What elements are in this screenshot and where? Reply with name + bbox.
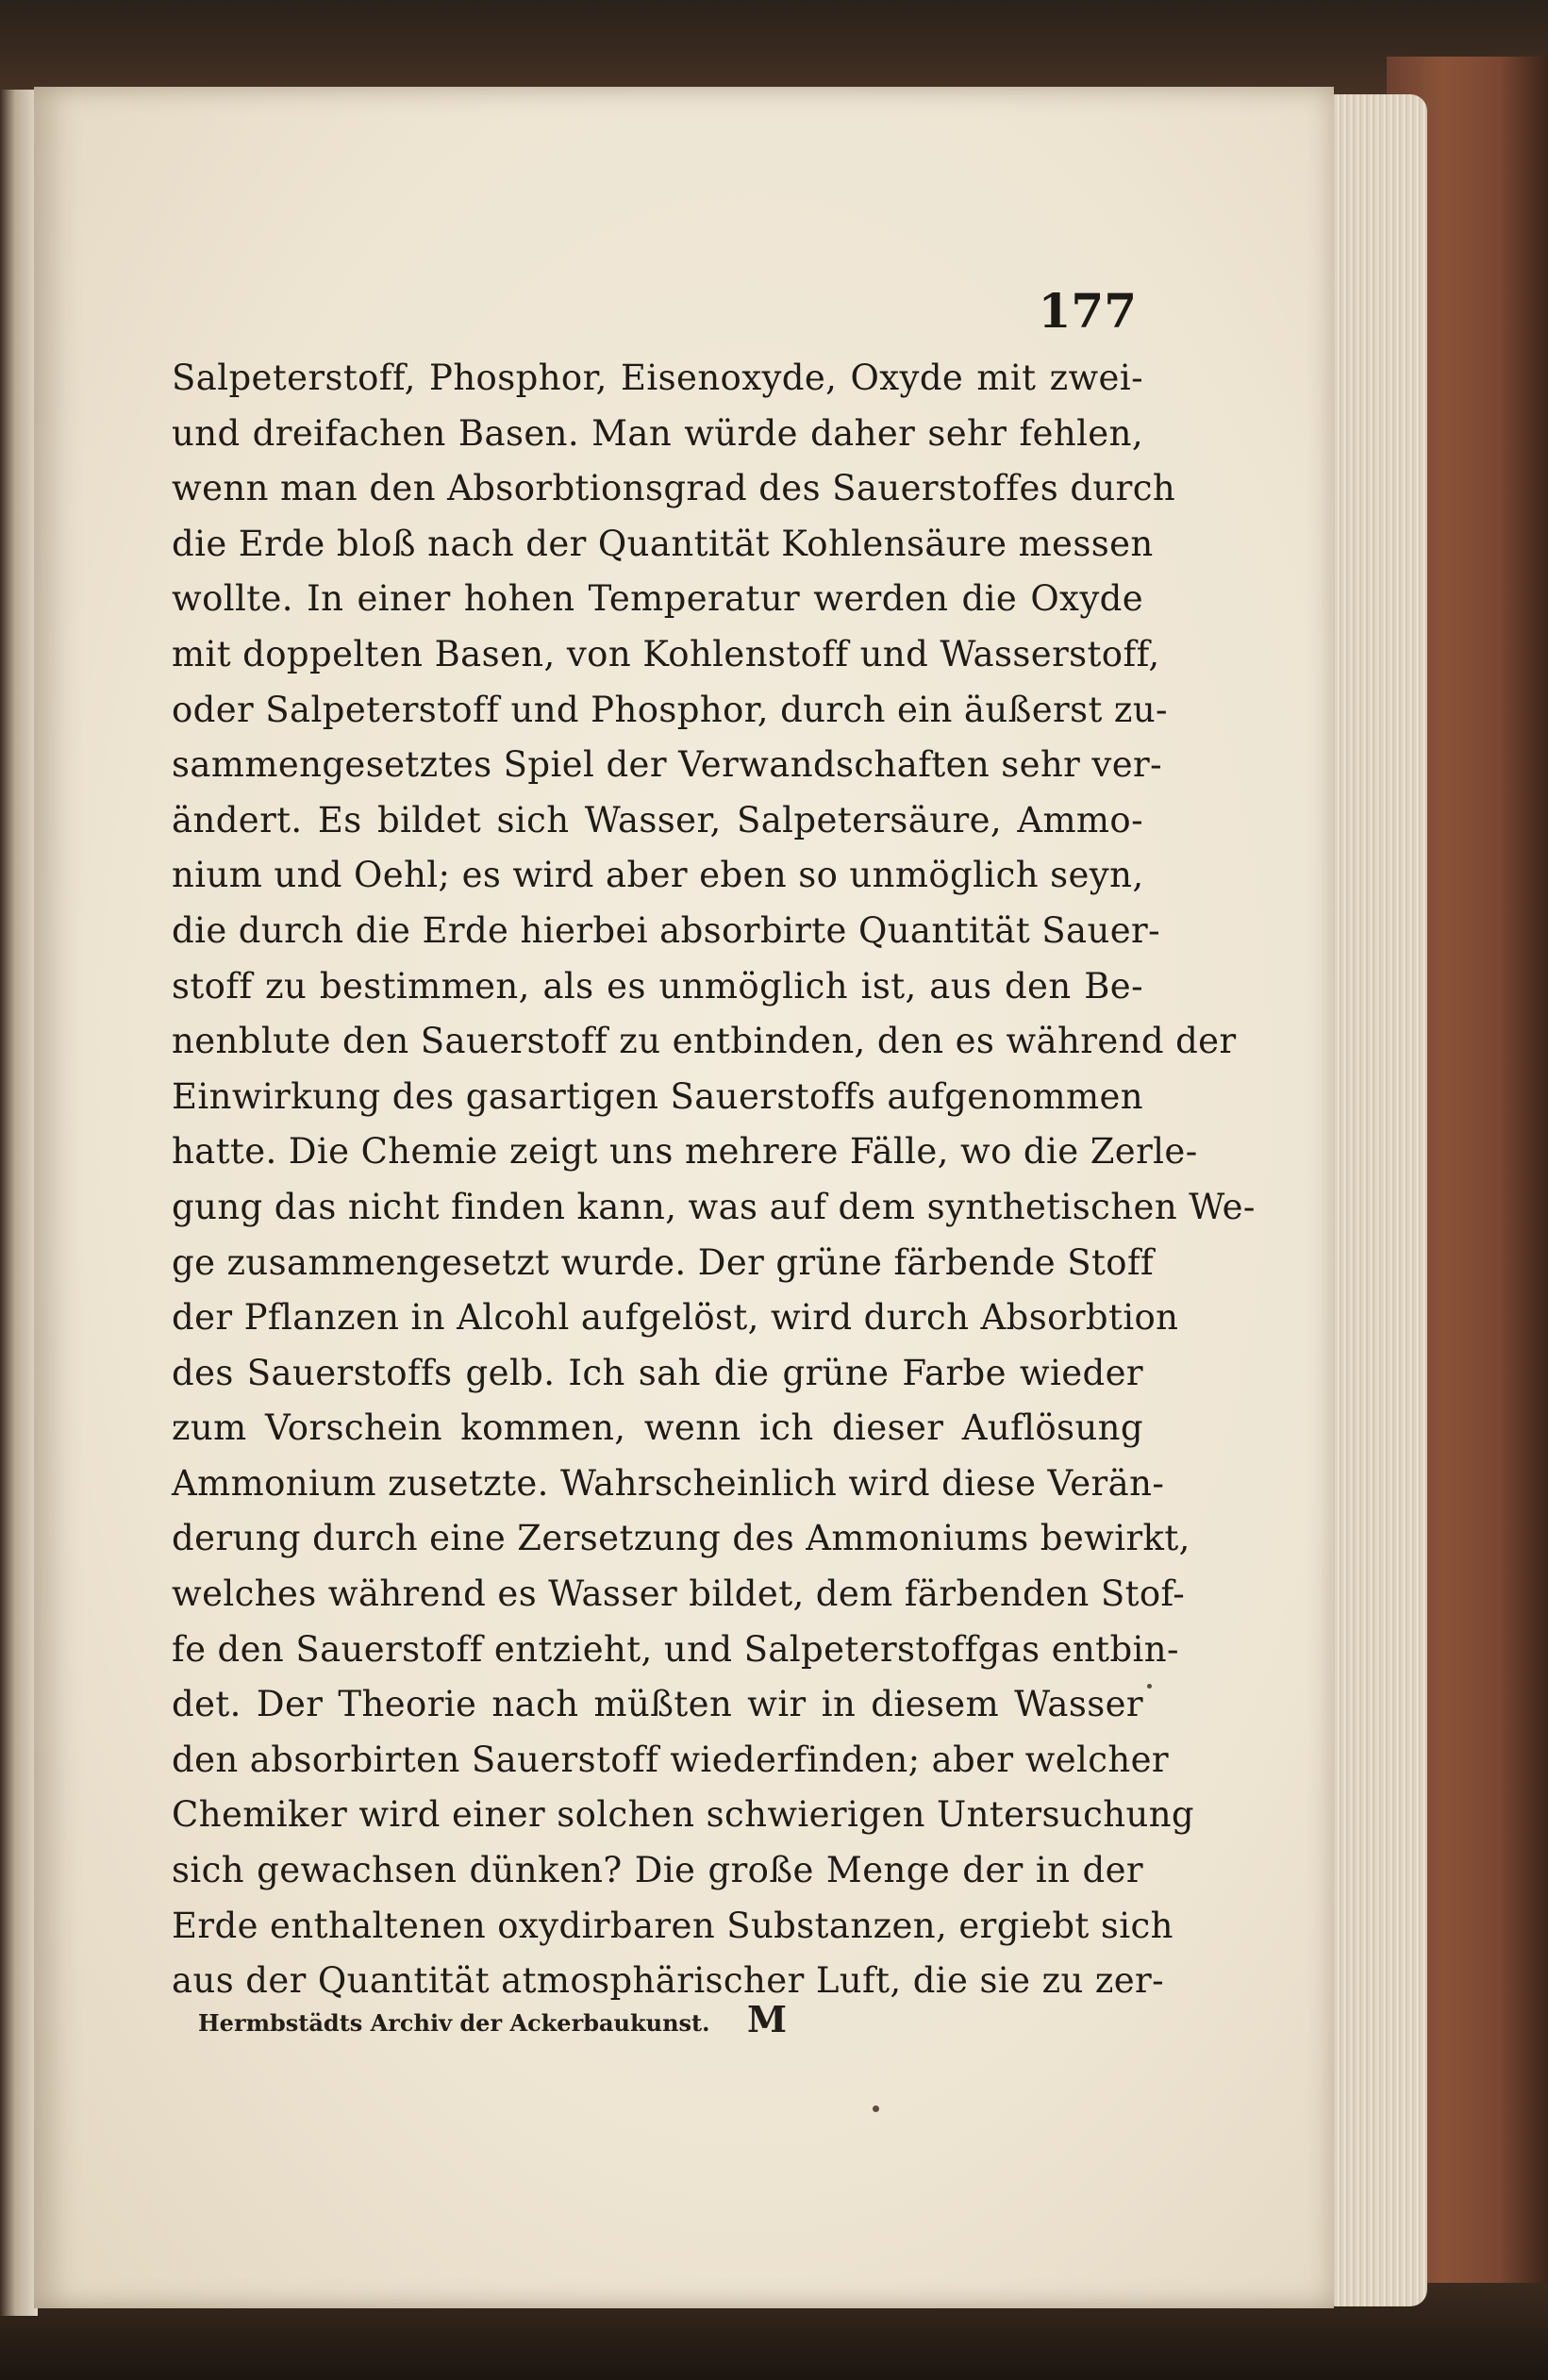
text-line: des Sauerstoffs gelb. Ich sah die grüne Farbe wieder [172,1352,1143,1393]
text-line: Salpeterstoff, Phosphor, Eisenoxyde, Oxyde mit zwei- [172,358,1143,398]
text-line: ändert. Es bildet sich Wasser, Salpetersäure, Ammo- [172,799,1143,840]
text-line: mit doppelten Basen, von Kohlenstoff und Wasserstoff, [172,633,1160,674]
text-line: oder Salpeterstoff und Phosphor, durch ein äußerst zu- [172,689,1168,730]
text-line: welches während es Wasser bildet, dem färbenden Stof- [172,1573,1186,1615]
text-line: zum Vorschein kommen, wenn ich dieser Auflösung [172,1407,1143,1449]
text-line: nenblute den Sauerstoff zu entbinden, den es während der [172,1021,1237,1062]
text-line: sammengesetztes Spiel der Verwandschaften sehr ver- [172,744,1163,786]
ink-speck [1147,1684,1152,1689]
text-line: Ammonium zusetzte. Wahrscheinlich wird diese Verän- [172,1462,1165,1504]
text-line: sich gewachsen dünken? Die große Menge der in der [172,1850,1143,1891]
text-line: ge zusammengesetzt wurde. Der grüne färbende Stoff [172,1241,1155,1283]
text-line: aus der Quantität atmosphärischer Luft, die sie zu zer- [172,1960,1165,2002]
running-title: Hermbstädts Archiv der Ackerbaukunst. [198,2009,710,2037]
text-line: der Pflanzen in Alcohl aufgelöst, wird durch Absorbtion [172,1297,1179,1339]
text-line: gung das nicht finden kann, was auf dem synthetischen We- [172,1186,1256,1227]
text-line: fe den Sauerstoff entzieht, und Salpeterstoffgas entbin- [172,1628,1179,1670]
ink-speck [873,2105,879,2112]
text-line: wollte. In einer hohen Temperatur werden die Oxyde [172,578,1143,620]
text-line: wenn man den Absorbtionsgrad des Sauerstoffes durch [172,468,1176,509]
text-line: stoff zu bestimmen, als es unmöglich ist, aus den Be- [172,965,1143,1007]
page-footer [198,1998,802,2055]
text-line: derung durch eine Zersetzung des Ammoniums bewirkt, [172,1518,1190,1559]
text-line: und dreifachen Basen. Man würde daher sehr fehlen, [172,412,1143,454]
text-line: die Erde bloß nach der Quantität Kohlensäure messen [172,523,1154,564]
facing-page-edge [0,90,38,2316]
body-text [172,351,1256,2009]
text-line: die durch die Erde hierbei absorbirte Quantität Sauer- [172,909,1160,951]
text-line: det. Der Theorie nach müßten wir in diesem Wasser [172,1684,1143,1725]
text-line: Chemiker wird einer solchen schwierigen Untersuchung [172,1794,1195,1836]
signature-mark: M [747,1998,788,2040]
text-line: hatte. Die Chemie zeigt uns mehrere Fälle, wo die Zerle- [172,1131,1198,1173]
page-number: 177 [1038,283,1137,339]
text-line: nium und Oehl; es wird aber eben so unmöglich seyn, [172,855,1144,896]
text-line: den absorbirten Sauerstoff wiederfinden; aber welcher [172,1739,1170,1780]
text-line: Einwirkung des gasartigen Sauerstoffs aufgenommen [172,1075,1143,1117]
text-line: Erde enthaltenen oxydirbaren Substanzen, ergiebt sich [172,1905,1173,1946]
